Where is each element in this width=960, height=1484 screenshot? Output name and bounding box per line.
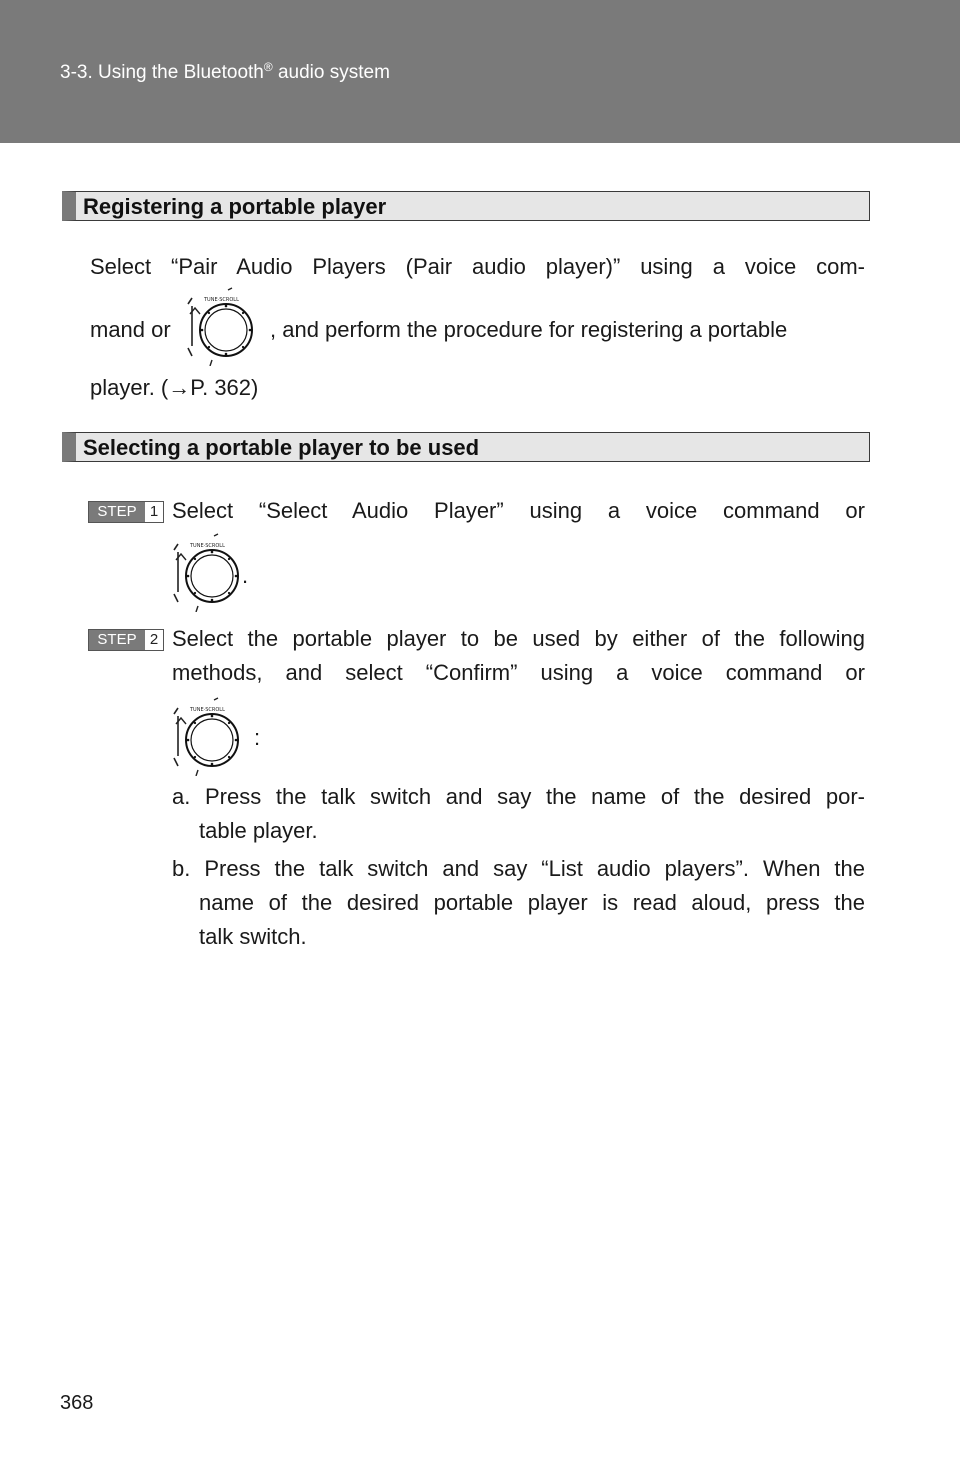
option-b-line-3: talk switch. — [199, 924, 307, 949]
step-1-tail: . — [242, 563, 249, 588]
registering-line-2-post: , and perform the procedure for registering a portable — [270, 317, 788, 342]
chapter-title — [60, 60, 390, 84]
registering-line-1: Select “Pair Audio Players (Pair audio player)” using a voice com- — [90, 254, 865, 279]
step-number: 2 — [149, 631, 159, 648]
step-label: STEP — [89, 502, 145, 522]
step-label: STEP — [89, 630, 145, 650]
page-number: 368 — [60, 1392, 94, 1414]
chapter-title-text: 3-3. Using the Bluetooth — [60, 62, 264, 83]
step-1-line-1: Select “Select Audio Player” using a voice command or — [172, 498, 865, 523]
step-number: 1 — [149, 503, 159, 520]
option-a-line-2: table player. — [199, 818, 318, 843]
step-2-line-1: Select the portable player to be used by either of the following — [172, 626, 865, 651]
tune-scroll-knob-icon — [182, 286, 258, 366]
tune-scroll-knob-icon — [168, 696, 244, 776]
option-b-line-2: name of the desired portable player is read aloud, press the — [199, 890, 865, 915]
registering-line-2-pre: mand or — [90, 317, 171, 342]
section-heading-selecting — [62, 432, 870, 462]
registered-mark: ® — [263, 60, 273, 74]
svg-text:TUNE·SCROLL: TUNE·SCROLL — [204, 297, 239, 303]
section-heading-text: Registering a portable player — [83, 194, 387, 219]
section-heading-text: Selecting a portable player to be used — [83, 435, 480, 460]
step-2-tail: : — [254, 725, 261, 750]
chapter-header — [0, 0, 960, 143]
svg-text:TUNE·SCROLL: TUNE·SCROLL — [190, 543, 225, 549]
registering-line-3: player. (→P. 362) — [90, 375, 259, 400]
chapter-title-suffix: audio system — [272, 62, 390, 83]
step-2-line-2: methods, and select “Confirm” using a voice command or — [172, 660, 865, 685]
svg-text:TUNE·SCROLL: TUNE·SCROLL — [190, 707, 225, 713]
tune-scroll-knob-icon — [168, 532, 244, 612]
section-heading-registering — [62, 191, 870, 221]
option-b-line-1: b. Press the talk switch and say “List audio players”. When the — [172, 856, 865, 881]
step-1-badge — [88, 501, 164, 523]
step-2-badge — [88, 629, 164, 651]
option-a-line-1: a. Press the talk switch and say the name of the desired por- — [172, 784, 865, 809]
